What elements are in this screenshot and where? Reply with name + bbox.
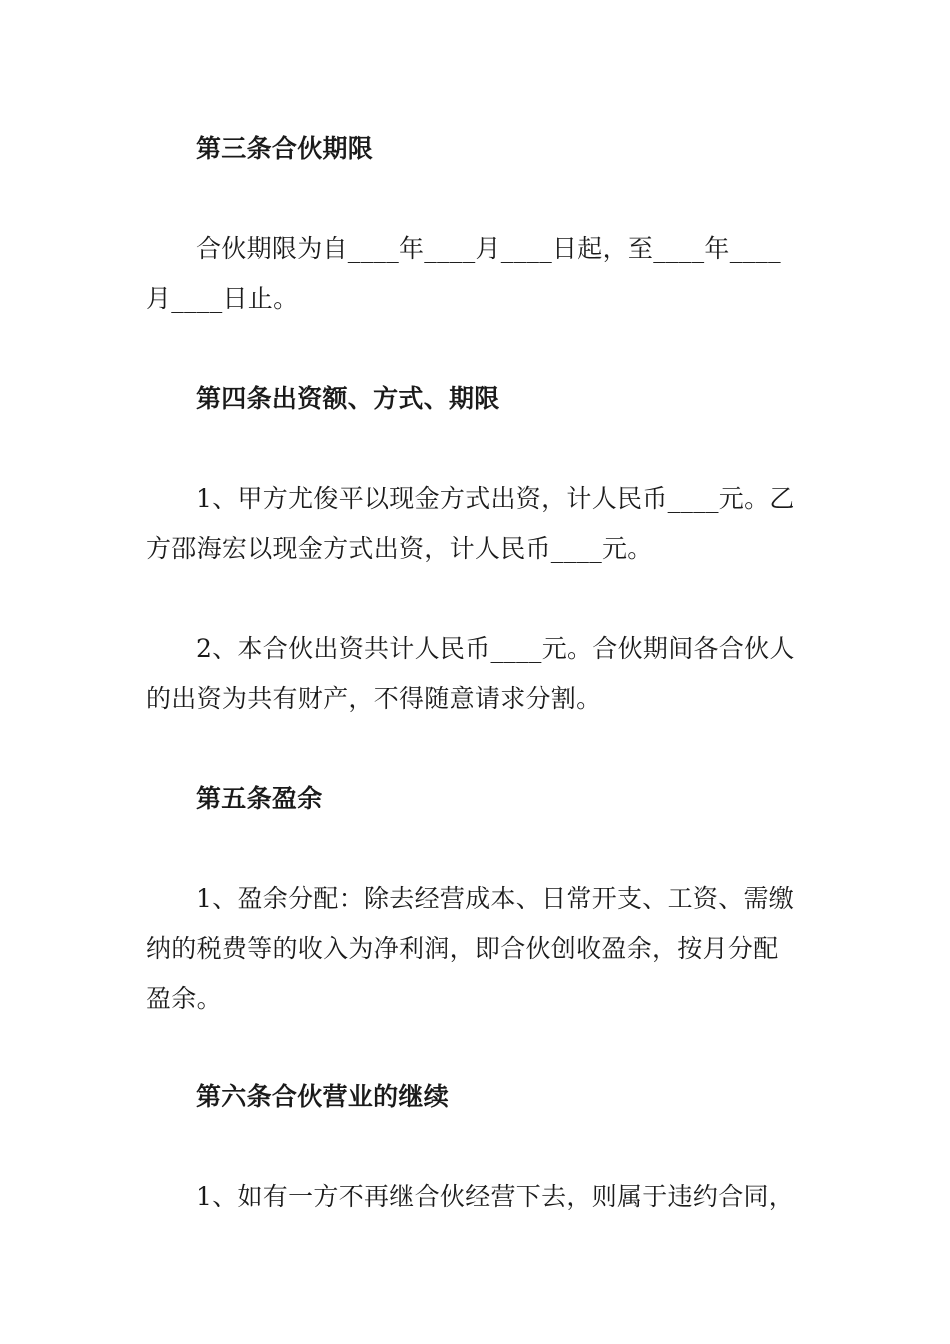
paragraph-line: 1、如有一方不再继合伙经营下去，则属于违约合同， (196, 1182, 795, 1211)
paragraph-line: 盈余。 (146, 984, 222, 1013)
section-5-paragraph-1 (146, 874, 806, 1024)
section-6-heading: 第六条合伙营业的继续 (196, 1082, 450, 1111)
section-4-paragraph-2 (146, 624, 806, 724)
paragraph-line: 月____日止。 (146, 284, 299, 313)
section-4-paragraph-1 (146, 474, 806, 574)
section-5-heading: 第五条盈余 (196, 784, 323, 813)
paragraph-line: 合伙期限为自____年____月____日起，至____年____ (196, 234, 781, 263)
paragraph-line: 的出资为共有财产，不得随意请求分割。 (146, 684, 602, 713)
paragraph-line: 2、本合伙出资共计人民币____元。合伙期间各合伙人 (196, 634, 795, 663)
section-6-paragraph-1 (146, 1172, 806, 1222)
paragraph-line: 方邵海宏以现金方式出资，计人民币____元。 (146, 534, 653, 563)
section-4-heading: 第四条出资额、方式、期限 (196, 384, 500, 413)
paragraph-line: 纳的税费等的收入为净利润，即合伙创收盈余，按月分配 (146, 934, 779, 963)
paragraph-line: 1、盈余分配：除去经营成本、日常开支、工资、需缴 (196, 884, 795, 913)
section-3-paragraph-1 (146, 224, 806, 324)
section-3-heading: 第三条合伙期限 (196, 134, 374, 163)
paragraph-line: 1、甲方尤俊平以现金方式出资，计人民币____元。乙 (196, 484, 795, 513)
